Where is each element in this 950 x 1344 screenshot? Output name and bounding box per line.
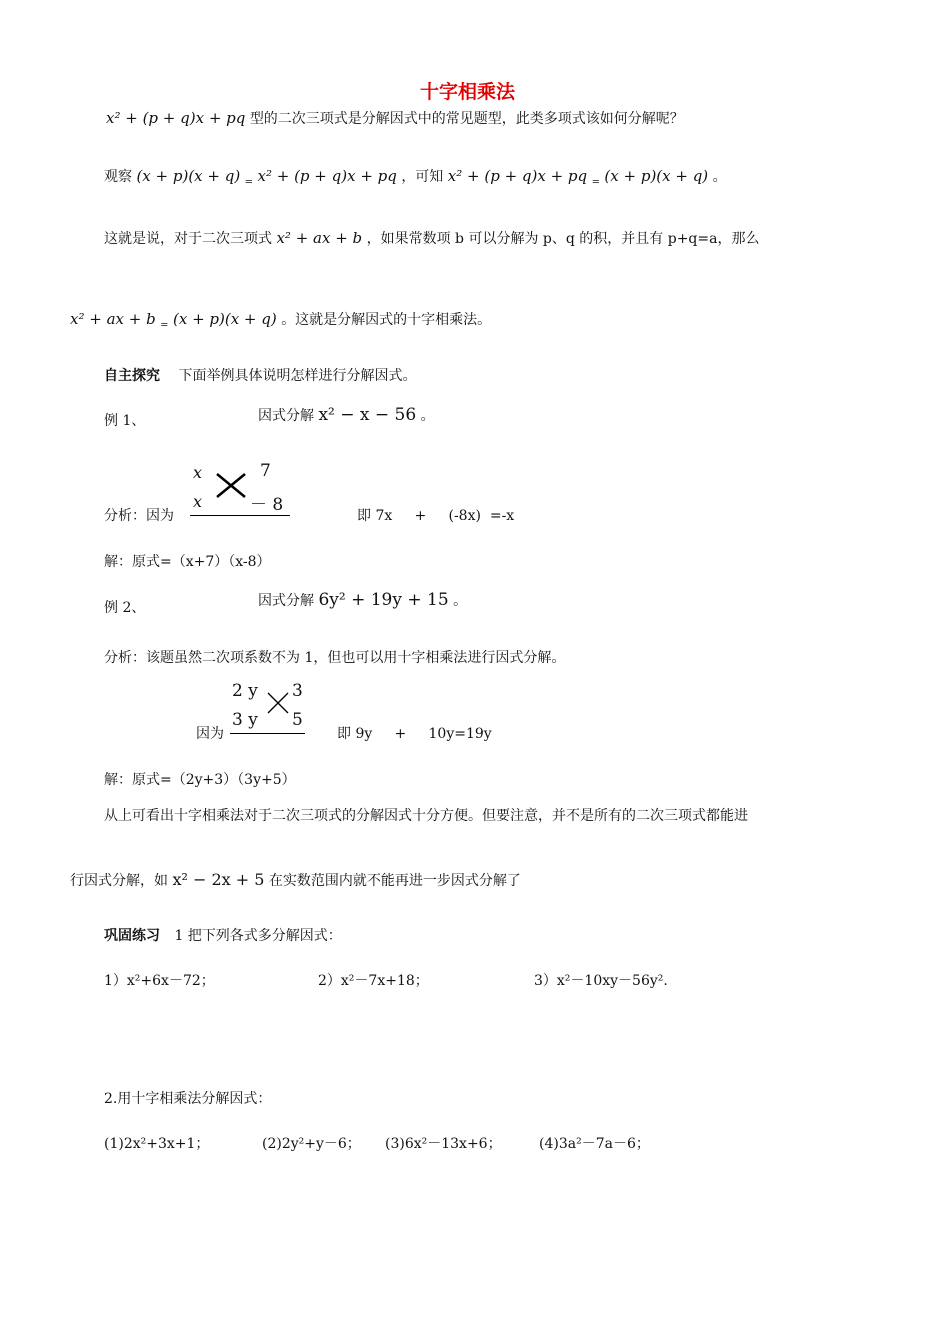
conclusion-line2 bbox=[70, 870, 521, 890]
practice-item-3: 3）x²－10xy－56y². bbox=[534, 973, 668, 989]
example2-analysis: 分析：该题虽然二次项系数不为 1，但也可以用十字相乘法进行因式分解。 bbox=[104, 650, 566, 666]
intro-text: 型的二次三项式是分解因式中的常见题型，此类多项式该如何分解呢？ bbox=[249, 111, 684, 127]
conclusion-post: 在实数范围内就不能再进一步因式分解了 bbox=[268, 873, 521, 889]
page-title: 十字相乘法 bbox=[420, 81, 516, 103]
explore-heading: 自主探究 bbox=[104, 368, 160, 384]
example2-result: 即 9y + 10y=19y bbox=[337, 726, 492, 742]
para2-eq: = bbox=[160, 320, 169, 331]
intro-line bbox=[106, 108, 684, 128]
example1-analysis-label: 分析：因为 bbox=[104, 508, 174, 524]
example1-label: 例 1、 bbox=[104, 413, 146, 429]
example1-pre: 因式分解 bbox=[258, 408, 314, 424]
conclusion-pre: 行因式分解，如 bbox=[70, 873, 168, 889]
intro-formula: x² + (p + q)x + pq bbox=[106, 109, 246, 127]
cross1-bottom-left: x bbox=[193, 492, 203, 511]
cross1-top-left: x bbox=[193, 463, 203, 482]
cross2-top-right: 3 bbox=[292, 681, 303, 701]
example1-solution: 解：原式=（x+7）（x-8） bbox=[104, 554, 271, 570]
conclusion-line1: 从上可看出十字相乘法对于二次三项式的分解因式十分方便。但要注意，并不是所有的二次三项式都能进 bbox=[104, 808, 748, 824]
practice-item-1: 1）x²+6x－72； bbox=[104, 973, 215, 989]
example2-solution: 解：原式=（2y+3）（3y+5） bbox=[104, 772, 296, 788]
example1-end: 。 bbox=[420, 408, 435, 424]
example2-end: 。 bbox=[453, 593, 468, 609]
practice2-item-3: (3)6x²－13x+6； bbox=[385, 1136, 502, 1152]
observe-rhs: x² + (p + q)x + pq bbox=[257, 167, 397, 185]
example1-result: 即 7x + (-8x) =-x bbox=[357, 508, 515, 524]
observe-eq2: = bbox=[591, 177, 600, 188]
observe-lhs: (x + p)(x + q) bbox=[136, 167, 241, 185]
observe-line bbox=[104, 166, 727, 188]
cross2-x-icon bbox=[266, 690, 290, 716]
observe-label: 观察 bbox=[104, 169, 132, 185]
example2-formula: 6y² + 19y + 15 bbox=[318, 590, 449, 610]
cross1-underline bbox=[190, 515, 290, 516]
conclusion-formula: x² − 2x + 5 bbox=[172, 870, 265, 889]
example2-because: 因为 bbox=[196, 726, 224, 742]
practice2-item-2: (2)2y²+y－6； bbox=[262, 1136, 361, 1152]
para2 bbox=[70, 309, 491, 331]
para1 bbox=[104, 228, 759, 248]
observe-lhs2: x² + (p + q)x + pq bbox=[447, 167, 588, 185]
observe-end: 。 bbox=[712, 169, 727, 185]
cross2-top-left: 2 y bbox=[232, 681, 258, 701]
para1-formula: x² + ax + b bbox=[276, 229, 363, 247]
observe-mid: ，可知 bbox=[401, 169, 444, 185]
explore-text: 下面举例具体说明怎样进行分解因式。 bbox=[178, 368, 417, 384]
cross2-bottom-left: 3 y bbox=[232, 710, 258, 730]
example2-pre: 因式分解 bbox=[258, 593, 314, 609]
observe-eq1: = bbox=[244, 177, 254, 188]
para1-post: ，如果常数项 b 可以分解为 p、q 的积，并且有 p+q=a，那么 bbox=[366, 231, 760, 247]
practice2-item-1: (1)2x²+3x+1； bbox=[104, 1136, 210, 1152]
para2-lhs: x² + ax + b bbox=[70, 310, 156, 328]
cross2-underline bbox=[230, 733, 305, 734]
explore-line bbox=[104, 365, 416, 385]
practice2-item-4: (4)3a²－7a－6； bbox=[539, 1136, 650, 1152]
example2-label: 例 2、 bbox=[104, 600, 146, 616]
cross1-bottom-right: － 8 bbox=[250, 495, 284, 515]
example1-task bbox=[258, 405, 435, 425]
cross2-bottom-right: 5 bbox=[292, 710, 303, 730]
example2-task bbox=[258, 590, 467, 610]
para2-rhs: (x + p)(x + q) bbox=[172, 310, 277, 328]
practice2-heading: 2.用十字相乘法分解因式： bbox=[104, 1091, 272, 1107]
cross1-x-icon bbox=[214, 470, 248, 500]
cross1-top-right: 7 bbox=[260, 461, 271, 481]
practice-heading: 巩固练习 bbox=[104, 928, 160, 944]
example1-formula: x² − x − 56 bbox=[318, 405, 417, 425]
para2-post: 。这就是分解因式的十字相乘法。 bbox=[281, 312, 492, 328]
observe-rhs2: (x + p)(x + q) bbox=[604, 167, 709, 185]
practice-item-2: 2）x²－7x+18； bbox=[318, 973, 429, 989]
practice-text: 1 把下列各式多分解因式： bbox=[174, 928, 342, 944]
para1-pre: 这就是说，对于二次三项式 bbox=[104, 231, 272, 247]
practice-line bbox=[104, 925, 342, 945]
